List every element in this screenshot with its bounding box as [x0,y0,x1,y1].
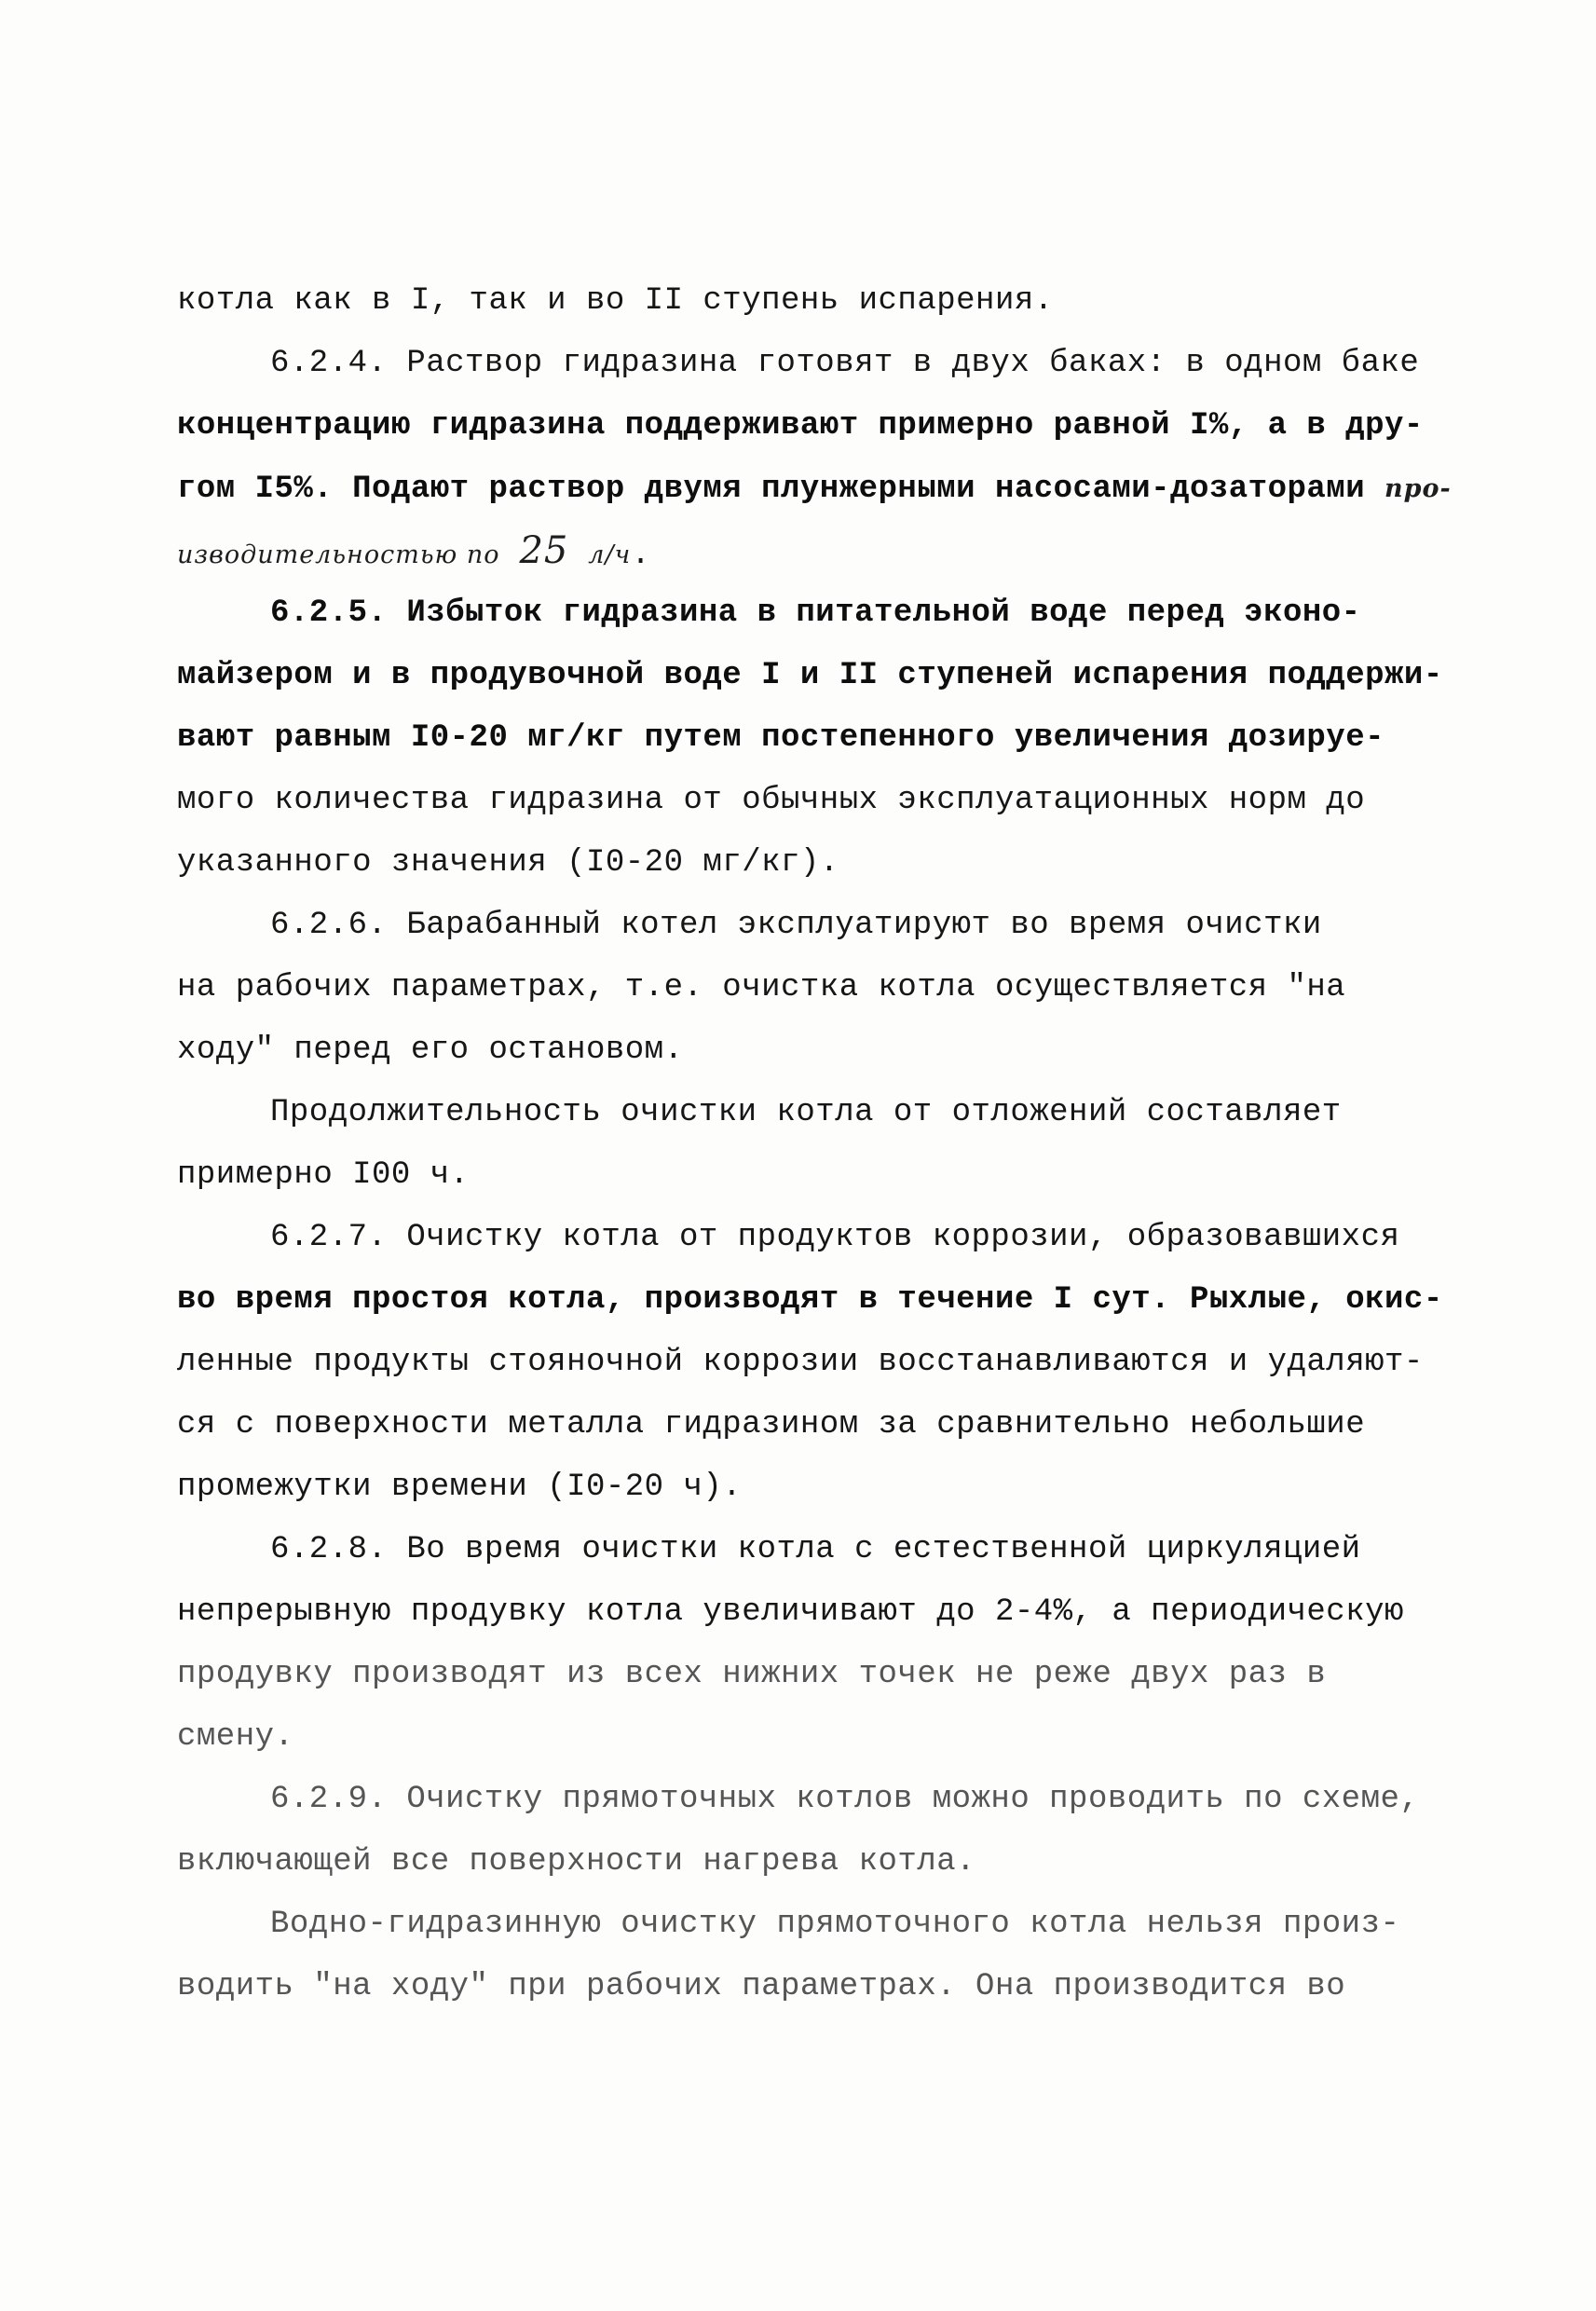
text-line: промежутки времени (I0-20 ч). [177,1470,743,1505]
handwritten-insert: про- [1385,474,1452,503]
handwritten-insert: изводительностью по [177,540,500,569]
text-line: примерно I00 ч. [177,1157,470,1193]
paragraph-duration-start: Продолжительность очистки котла от отложений составляет [270,1095,1342,1130]
paragraph-6-2-7-start: 6.2.7. Очистку котла от продуктов коррозии, образовавшихся [270,1220,1400,1255]
paragraph-direct-flow-start: Водно-гидразинную очистку прямоточного котла нельзя произ- [270,1907,1400,1942]
text-line: вают равным I0-20 мг/кг путем постепенного увеличения дозируе- [177,720,1385,756]
text-line: ходу" перед его остановом. [177,1032,684,1068]
handwritten-number: 25 [519,529,569,572]
text-line-with-handwriting [177,458,1463,520]
text-line: продувку производят из всех нижних точек не реже двух раз в [177,1657,1327,1692]
text-line: мого количества гидразина от обычных эксплуатационных норм до [177,783,1366,818]
paragraph-6-2-4-start: 6.2.4. Раствор гидразина готовят в двух баках: в одном баке [270,346,1420,381]
text-line: на рабочих параметрах, т.е. очистка котла осуществляется "на [177,970,1346,1005]
text-line: ся с поверхности металла гидразином за сравнительно небольшие [177,1407,1366,1443]
text-line: водить "на ходу" при рабочих параметрах. Она производится во [177,1969,1346,2004]
text-line: непрерывную продувку котла увеличивают до 2-4%, а периодическую [177,1594,1404,1630]
text-line: указанного значения (I0-20 мг/кг). [177,845,839,881]
handwritten-period: . [631,538,651,573]
text-line: во время простоя котла, производят в течение I сут. Рыхлые, окис- [177,1282,1443,1318]
paragraph-6-2-8-start: 6.2.8. Во время очистки котла с естественной циркуляцией [270,1532,1361,1567]
handwritten-line [177,520,1463,582]
text-line: смену. [177,1719,294,1755]
typed-text: гом I5%. Подают раствор двумя плунжерными насосами-дозаторами [177,472,1366,507]
text-line: майзером и в продувочной воде I и II ступеней испарения поддержи- [177,658,1443,693]
paragraph-6-2-5-start: 6.2.5. Избыток гидразина в питательной воде перед эконо- [270,595,1361,631]
text-line: концентрацию гидразина поддерживают примерно равной I%, а в дру- [177,408,1424,444]
paragraph-6-2-6-start: 6.2.6. Барабанный котел эксплуатируют во время очистки [270,908,1322,943]
text-line: котла как в I, так и во II ступень испарения. [177,283,1054,319]
typewritten-text [177,270,1463,2018]
paragraph-6-2-9-start: 6.2.9. Очистку прямоточных котлов можно проводить по схеме, [270,1782,1420,1817]
text-line: включающей все поверхности нагрева котла. [177,1844,976,1880]
text-line: ленные продукты стояночной коррозии восстанавливаются и удаляют- [177,1345,1424,1380]
handwritten-unit: л/ч [588,540,632,569]
